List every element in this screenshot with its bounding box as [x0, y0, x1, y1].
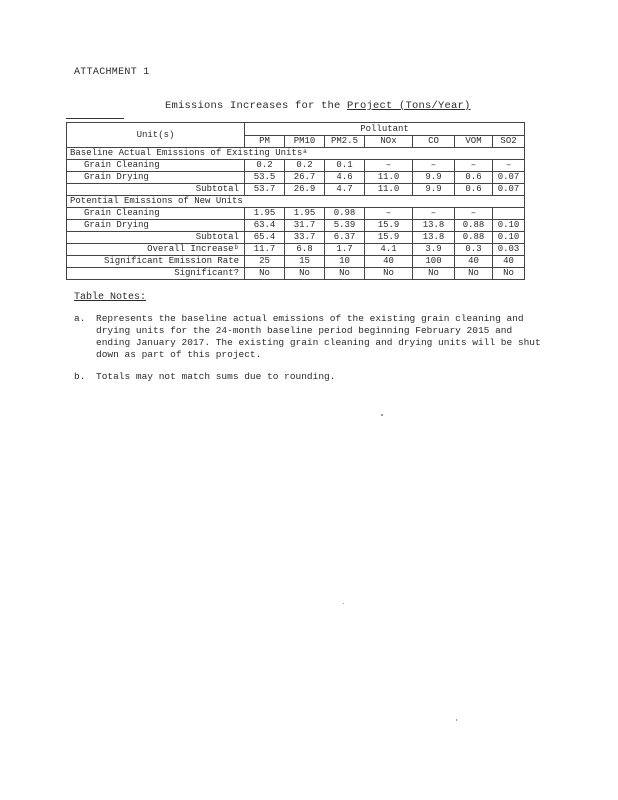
- section-row-potential: [67, 196, 525, 208]
- table-title: [165, 100, 471, 112]
- attachment-label: ATTACHMENT 1: [74, 67, 150, 78]
- section-row-baseline: [67, 148, 525, 160]
- table-row: Grain Cleaning 0.2 0.2 0.1 – – – –: [67, 160, 525, 172]
- table-notes-heading: Table Notes:: [74, 292, 147, 303]
- scan-speck: [343, 603, 344, 604]
- table-row: Grain Drying 63.4 31.7 5.39 15.9 13.8 0.88 0.10: [67, 220, 525, 232]
- subtotal-row: Subtotal 65.4 33.7 6.37 15.9 13.8 0.88 0.10: [67, 232, 525, 244]
- table-title-prefix: Emissions Increases for the: [165, 100, 348, 112]
- col-header-pm25: PM2.5: [325, 136, 365, 148]
- col-header-pm10: PM10: [285, 136, 325, 148]
- note-a-text: Represents the baseline actual emissions of the existing grain cleaning and drying units for the 24-month baseline period beginning February 2015 and ending January 2017. The existing grain cleaning and drying units will be shut down as part of this project.: [96, 313, 541, 360]
- unit-header: Unit(s): [67, 123, 245, 148]
- col-header-co: CO: [413, 136, 455, 148]
- pollutant-header: Pollutant: [245, 123, 525, 136]
- scan-speck: [381, 414, 383, 416]
- col-header-nox: NOx: [365, 136, 413, 148]
- col-header-pm: PM: [245, 136, 285, 148]
- header-row-pollutant: [67, 123, 525, 136]
- table-top-rule: [66, 118, 124, 119]
- emissions-table: [66, 122, 525, 280]
- note-b-marker: b.: [74, 371, 86, 382]
- col-header-vom: VOM: [455, 136, 493, 148]
- table-row: Grain Cleaning 1.95 1.95 0.98 – – –: [67, 208, 525, 220]
- overall-increase-row: Overall Increaseᵇ 11.7 6.8 1.7 4.1 3.9 0.3 0.03: [67, 244, 525, 256]
- significant-rate-row: Significant Emission Rate 25 15 10 40 100 40 40: [67, 256, 525, 268]
- col-header-so2: SO2: [493, 136, 525, 148]
- significant-row: Significant? No No No No No No No: [67, 268, 525, 280]
- scan-speck: [456, 719, 457, 721]
- section-baseline-label: Baseline Actual Emissions of Existing Unitsᵃ: [67, 148, 325, 160]
- table-row: Grain Drying 53.5 26.7 4.6 11.0 9.9 0.6 0.07: [67, 172, 525, 184]
- section-potential-label: Potential Emissions of New Units: [67, 196, 325, 208]
- note-a-marker: a.: [74, 313, 86, 324]
- table-title-underlined: Project (Tons/Year): [347, 100, 471, 112]
- subtotal-row: Subtotal 53.7 26.9 4.7 11.0 9.9 0.6 0.07: [67, 184, 525, 196]
- note-b-text: Totals may not match sums due to rounding.: [96, 371, 336, 382]
